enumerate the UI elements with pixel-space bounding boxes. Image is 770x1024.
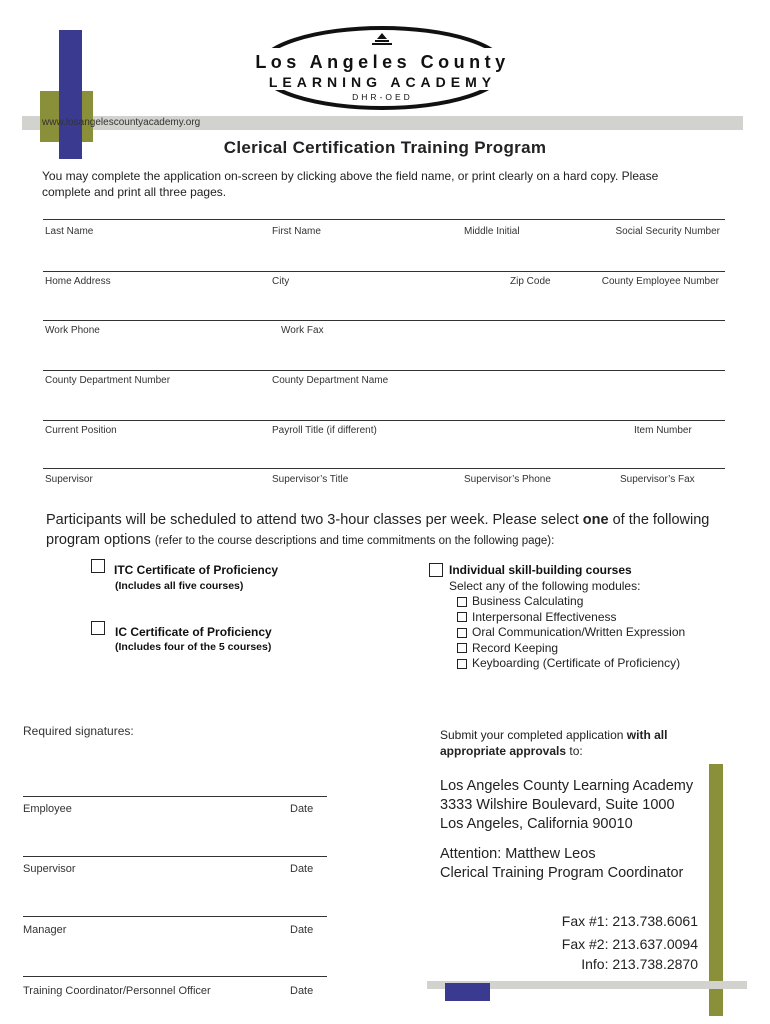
individual-courses-label: Individual skill-building courses	[449, 563, 632, 577]
program-instructions-a: Participants will be scheduled to attend two 3-hour classes per week. Please select	[46, 512, 583, 528]
field-rule	[43, 420, 725, 421]
ic-certificate-label: IC Certificate of Proficiency	[115, 625, 272, 639]
signatures-heading: Required signatures:	[23, 724, 134, 738]
module-checkbox[interactable]	[457, 597, 467, 607]
employee-signature-label: Employee	[23, 803, 72, 815]
page-title: Clerical Certification Training Program	[223, 138, 547, 157]
date-label: Date	[290, 985, 314, 997]
address-line: Los Angeles County Learning Academy	[440, 778, 694, 794]
supervisor-title-field[interactable]: Supervisor’s Title	[272, 474, 349, 485]
ic-certificate-note: (Includes four of the 5 courses)	[115, 641, 272, 653]
item-number-field[interactable]: Item Number	[634, 425, 692, 436]
module-checkbox[interactable]	[457, 628, 467, 638]
module-checkbox[interactable]	[457, 659, 467, 669]
manager-signature-label: Manager	[23, 924, 67, 936]
last-name-field[interactable]: Last Name	[45, 226, 94, 237]
signature-line[interactable]	[23, 916, 327, 917]
field-rule	[43, 320, 725, 321]
zip-code-field[interactable]: Zip Code	[510, 276, 551, 287]
program-instructions-b: of the following program options	[46, 512, 710, 548]
submit-text-b: to:	[566, 744, 583, 758]
fax-2: Fax #2: 213.637.0094	[561, 936, 698, 952]
county-department-name-field[interactable]: County Department Name	[272, 375, 389, 386]
logo-department: DHR-OED	[352, 92, 413, 102]
address-line: Los Angeles, California 90010	[440, 816, 633, 832]
middle-initial-field[interactable]: Middle Initial	[464, 226, 520, 237]
attention-line: Attention: Matthew Leos	[440, 846, 596, 862]
field-rule	[43, 468, 725, 469]
decorative-olive-bar	[709, 764, 723, 1016]
program-instructions	[46, 510, 726, 551]
training-coordinator-signature-label: Training Coordinator/Personnel Officer	[23, 985, 211, 997]
submit-text-a: Submit your completed application	[440, 728, 627, 742]
info-phone: Info: 213.738.2870	[581, 956, 698, 972]
field-rule	[43, 219, 725, 220]
payroll-title-field[interactable]: Payroll Title (if different)	[272, 425, 377, 436]
fax-1: Fax #1: 213.738.6061	[561, 913, 698, 929]
signature-line[interactable]	[23, 976, 327, 977]
field-rule	[43, 271, 725, 272]
supervisor-field[interactable]: Supervisor	[45, 474, 93, 485]
date-label: Date	[290, 803, 314, 815]
modules-instructions: Select any of the following modules:	[449, 579, 641, 593]
submit-instructions	[440, 727, 720, 759]
first-name-field[interactable]: First Name	[272, 226, 321, 237]
module-checkbox[interactable]	[457, 643, 467, 653]
logo	[255, 24, 510, 112]
individual-courses-checkbox[interactable]	[429, 563, 443, 577]
county-employee-number-field[interactable]: County Employee Number	[601, 276, 719, 287]
current-position-field[interactable]: Current Position	[45, 425, 117, 436]
supervisor-phone-field[interactable]: Supervisor’s Phone	[464, 474, 551, 485]
work-phone-field[interactable]: Work Phone	[45, 325, 100, 336]
module-label: Business Calculating	[472, 594, 584, 608]
supervisor-signature-label: Supervisor	[23, 863, 76, 875]
ic-certificate-checkbox[interactable]	[91, 621, 105, 635]
attention-line: Clerical Training Program Coordinator	[440, 865, 684, 881]
date-label: Date	[290, 863, 314, 875]
module-label: Oral Communication/Written Expression	[472, 625, 686, 639]
county-department-number-field[interactable]: County Department Number	[45, 375, 171, 386]
website-url[interactable]: www.losangelescountyacademy.org	[42, 117, 201, 128]
logo-title: Los Angeles County	[255, 52, 510, 72]
logo-subtitle: LEARNING ACADEMY	[268, 74, 497, 90]
program-instructions-one: one	[582, 512, 609, 528]
module-label: Interpersonal Effectiveness	[472, 610, 617, 624]
module-label: Record Keeping	[472, 641, 559, 655]
itc-certificate-checkbox[interactable]	[91, 559, 105, 573]
ssn-field[interactable]: Social Security Number	[615, 226, 720, 237]
itc-certificate-note: (Includes all five courses)	[115, 580, 244, 592]
signature-line[interactable]	[23, 856, 327, 857]
date-label: Date	[290, 924, 314, 936]
decorative-blue-block	[445, 983, 490, 1001]
address-line: 3333 Wilshire Boulevard, Suite 1000	[440, 797, 675, 813]
module-label: Keyboarding (Certificate of Proficiency)	[472, 656, 681, 670]
supervisor-fax-field[interactable]: Supervisor’s Fax	[620, 474, 695, 485]
work-fax-field[interactable]: Work Fax	[281, 325, 324, 336]
itc-certificate-label: ITC Certificate of Proficiency	[114, 563, 279, 577]
submit-text-bold-2: appropriate approvals	[440, 744, 567, 758]
program-instructions-note: (refer to the course descriptions and time commitments on the following page):	[154, 535, 555, 547]
home-address-field[interactable]: Home Address	[45, 276, 111, 287]
submit-text-bold-1: with all	[626, 728, 668, 742]
signature-line[interactable]	[23, 796, 327, 797]
module-checkbox[interactable]	[457, 612, 467, 622]
city-field[interactable]: City	[272, 276, 290, 287]
field-rule	[43, 370, 725, 371]
intro-text: You may complete the application on-screen by clicking above the field name, or print clearly on a hard copy. Please complete and print all three pages.	[42, 169, 659, 199]
